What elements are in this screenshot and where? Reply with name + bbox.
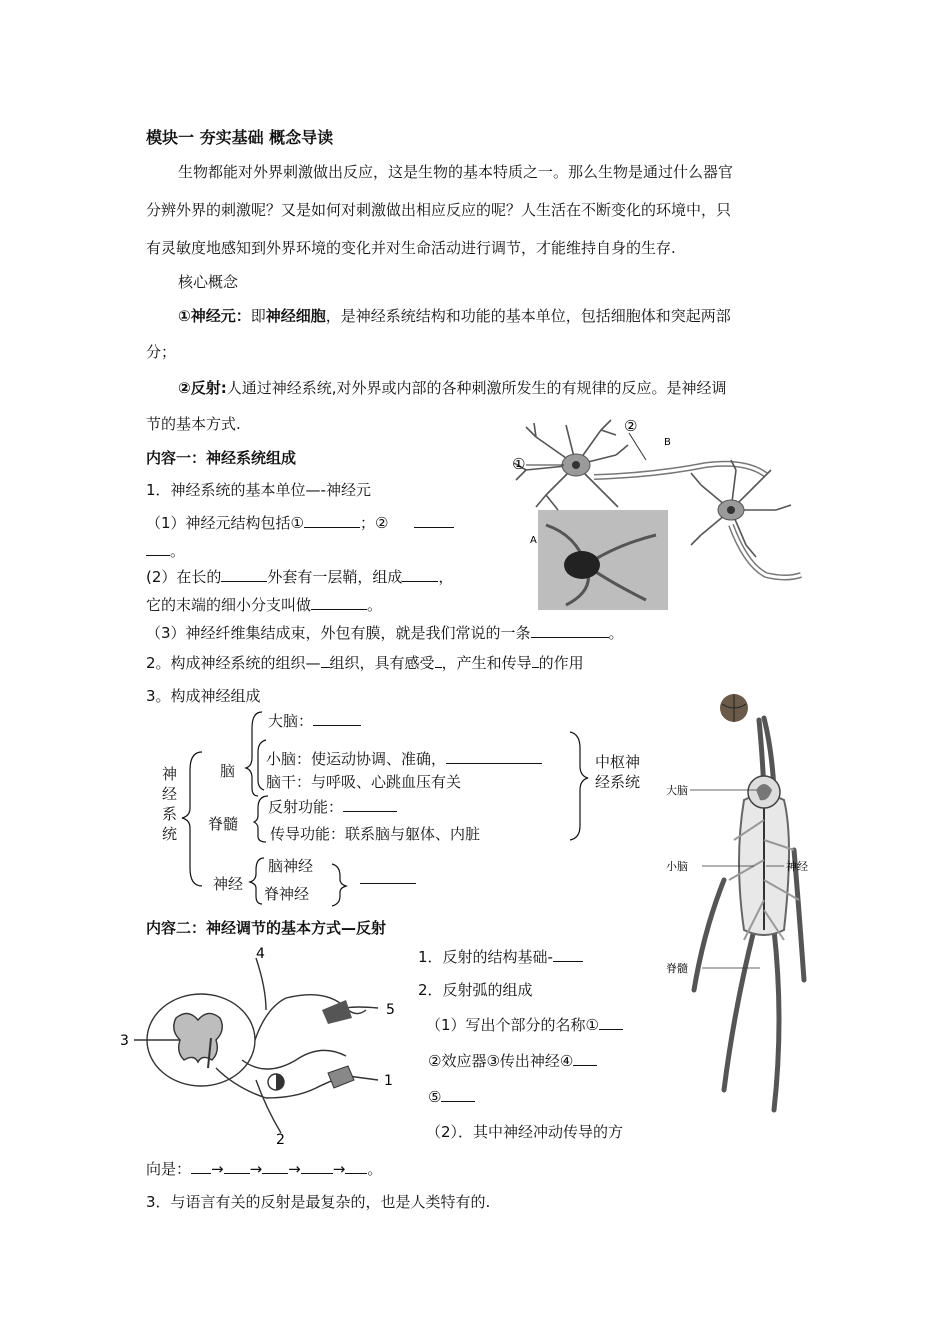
content2-sub1-line2: ②效应器③传出神经④ xyxy=(428,1050,597,1071)
body-label-cerebrum: 大脑 xyxy=(666,784,688,797)
tree-cerebellum: 小脑：使运动协调、准确， xyxy=(266,748,542,769)
sub3-text: （3）神经纤维集结成束，外包有膜，就是我们常说的一条 xyxy=(146,624,531,642)
body-label-spinal: 脊髓 xyxy=(666,962,688,975)
neuron-label-B: B xyxy=(664,437,671,448)
blank-cerebrum[interactable] xyxy=(313,710,361,726)
content1-item1-sub2-cont xyxy=(146,594,382,615)
concept-neuron-prefix: 即 xyxy=(250,307,266,325)
concept-reflex-text: 人通过神经系统,对外界或内部的各种刺激所发生的有规律的反应。是神经调 xyxy=(226,379,727,397)
content1-item1-sub2 xyxy=(146,566,453,587)
content2-sub1: （1）写出个部分的名称① xyxy=(426,1014,623,1035)
neuron-label-2: ② xyxy=(624,417,638,435)
intro-line-1: 生物都能对外界刺激做出反应，这是生物的基本特质之一。那么生物是通过什么器官 xyxy=(178,163,734,181)
sub2-text-b: 外套有一层鞘，组成 xyxy=(267,568,403,586)
blank-reflex-fn[interactable] xyxy=(343,796,397,812)
blank-part-4[interactable] xyxy=(573,1050,597,1066)
concept-neuron-cont: 分； xyxy=(146,343,177,361)
blank-dir-2[interactable] xyxy=(224,1158,250,1174)
blank-dir-4[interactable] xyxy=(301,1158,333,1174)
concept-reflex-label: ②反射: xyxy=(178,379,227,397)
blank-dir-3[interactable] xyxy=(262,1158,288,1174)
item2-text-d: 的作用 xyxy=(538,654,584,672)
blank-dir-1[interactable] xyxy=(191,1158,211,1174)
tree-spinal: 脊髓 xyxy=(208,815,239,833)
content1-item1: 1．神经系统的基本单位—-神经元 xyxy=(146,481,371,499)
neuron-diagram xyxy=(506,415,806,615)
core-concept-label: 核心概念 xyxy=(178,273,239,291)
blank-7[interactable] xyxy=(321,652,330,668)
intro-line-2: 分辨外界的刺激呢？又是如何对刺激做出相应反应的呢？人生活在不断变化的环境中，只 xyxy=(146,201,732,219)
reflex-arc-diagram xyxy=(116,948,406,1148)
blank-nerves[interactable] xyxy=(360,883,416,884)
content2-sub1-line3: ⑤ xyxy=(428,1086,475,1107)
blank-1[interactable] xyxy=(304,512,360,528)
reflex-label-1: 1 xyxy=(384,1073,393,1089)
reflex-label-5: 5 xyxy=(386,1002,395,1018)
blank-8[interactable] xyxy=(435,652,442,668)
receptor-icon xyxy=(328,1066,354,1088)
reflex-label-2: 2 xyxy=(276,1132,285,1148)
tree-braces xyxy=(0,0,500,200)
content2-direction: 向是： → → → → 。 xyxy=(146,1160,383,1178)
tree-root: 神 经 系 统 xyxy=(162,765,178,843)
tree-cranial: 脑神经 xyxy=(268,857,314,875)
tree-brain: 脑 xyxy=(220,762,236,780)
tree-reflex-fn: 反射功能： xyxy=(268,796,397,817)
content1-heading: 内容一：神经系统组成 xyxy=(146,449,297,467)
blank-3[interactable] xyxy=(221,566,267,582)
concept-reflex xyxy=(178,378,726,398)
reflex-label-4: 4 xyxy=(256,946,265,962)
content1-item1-sub1-cont xyxy=(146,540,185,561)
effector-icon xyxy=(322,1000,352,1024)
sub2-text-a: (2）在长的 xyxy=(146,568,222,586)
blank-dir-5[interactable] xyxy=(345,1158,367,1174)
blank-part-5[interactable] xyxy=(441,1086,475,1102)
tree-cerebrum: 大脑： xyxy=(268,710,361,731)
neuron-photo xyxy=(538,510,668,610)
sub1-text-a: （1）神经元结构包括① xyxy=(146,514,304,532)
blank-2-cont[interactable] xyxy=(146,540,170,556)
content2-item1: 1．反射的结构基础- xyxy=(418,946,583,967)
neuron-label-A: A xyxy=(530,535,537,546)
content2-heading: 内容二：神经调节的基本方式—反射 xyxy=(146,919,387,937)
tree-spinal-nerve: 脊神经 xyxy=(264,885,310,903)
body-label-nerve: 神经 xyxy=(786,860,808,873)
blank-5[interactable] xyxy=(311,594,367,610)
sub2-text-c: ， xyxy=(438,568,454,586)
reflex-label-3: 3 xyxy=(120,1033,129,1049)
sub1-text-b: ；② xyxy=(360,514,389,532)
sub3-end: 。 xyxy=(608,624,624,642)
blank-reflex-basis[interactable] xyxy=(553,946,583,962)
content2-sub2: （2）．其中神经冲动传导的方 xyxy=(426,1123,624,1141)
blank-cerebellum[interactable] xyxy=(446,748,542,764)
blank-6[interactable] xyxy=(531,622,609,638)
concept-neuron xyxy=(178,306,731,326)
body-label-cerebellum: 小脑 xyxy=(666,860,688,873)
concept-neuron-label: ①神经元： xyxy=(178,307,251,325)
sub1-end: 。 xyxy=(170,542,186,560)
intro-line-3: 有灵敏度地感知到外界环境的变化并对生命活动进行调节，才能维持自身的生存. xyxy=(146,239,676,257)
content2-item3: 3．与语言有关的反射是最复杂的，也是人类特有的. xyxy=(146,1193,491,1211)
blank-part-1[interactable] xyxy=(599,1014,623,1030)
item2-text-b: 组织，具有感受 xyxy=(329,654,435,672)
content1-item3: 3。构成神经组成 xyxy=(146,687,261,705)
item2-text-a: 2。构成神经系统的组织— xyxy=(146,654,321,672)
blank-9[interactable] xyxy=(532,652,539,668)
concept-neuron-text: ，是神经系统结构和功能的基本单位，包括细胞体和突起两部 xyxy=(325,307,731,325)
tree-central-line1: 中枢神 xyxy=(595,753,641,771)
blank-4[interactable] xyxy=(402,566,438,582)
concept-reflex-cont: 节的基本方式. xyxy=(146,415,241,433)
tree-brainstem: 脑干：与呼吸、心跳血压有关 xyxy=(266,773,462,791)
content1-item2 xyxy=(146,652,584,673)
tree-conduct-fn: 传导功能：联系脑与躯体、内脏 xyxy=(270,825,481,843)
content1-item1-sub3 xyxy=(146,622,624,643)
tree-central-line2: 经系统 xyxy=(595,773,641,791)
sub2-text-d: 它的末端的细小分支叫做 xyxy=(146,596,312,614)
content2-item2: 2．反射弧的组成 xyxy=(418,981,533,999)
tree-nerves: 神经 xyxy=(213,875,244,893)
neuron-label-1: ① xyxy=(512,455,526,473)
sub2-text-e: 。 xyxy=(367,596,383,614)
neuron-lower xyxy=(691,460,801,578)
item2-text-c: ，产生和传导 xyxy=(441,654,532,672)
content1-item1-sub1 xyxy=(146,512,454,533)
concept-neuron-term: 神经细胞 xyxy=(265,307,326,325)
module-title: 模块一 夯实基础 概念导读 xyxy=(146,128,334,147)
body-figure xyxy=(664,690,834,1130)
blank-2[interactable] xyxy=(414,512,454,528)
